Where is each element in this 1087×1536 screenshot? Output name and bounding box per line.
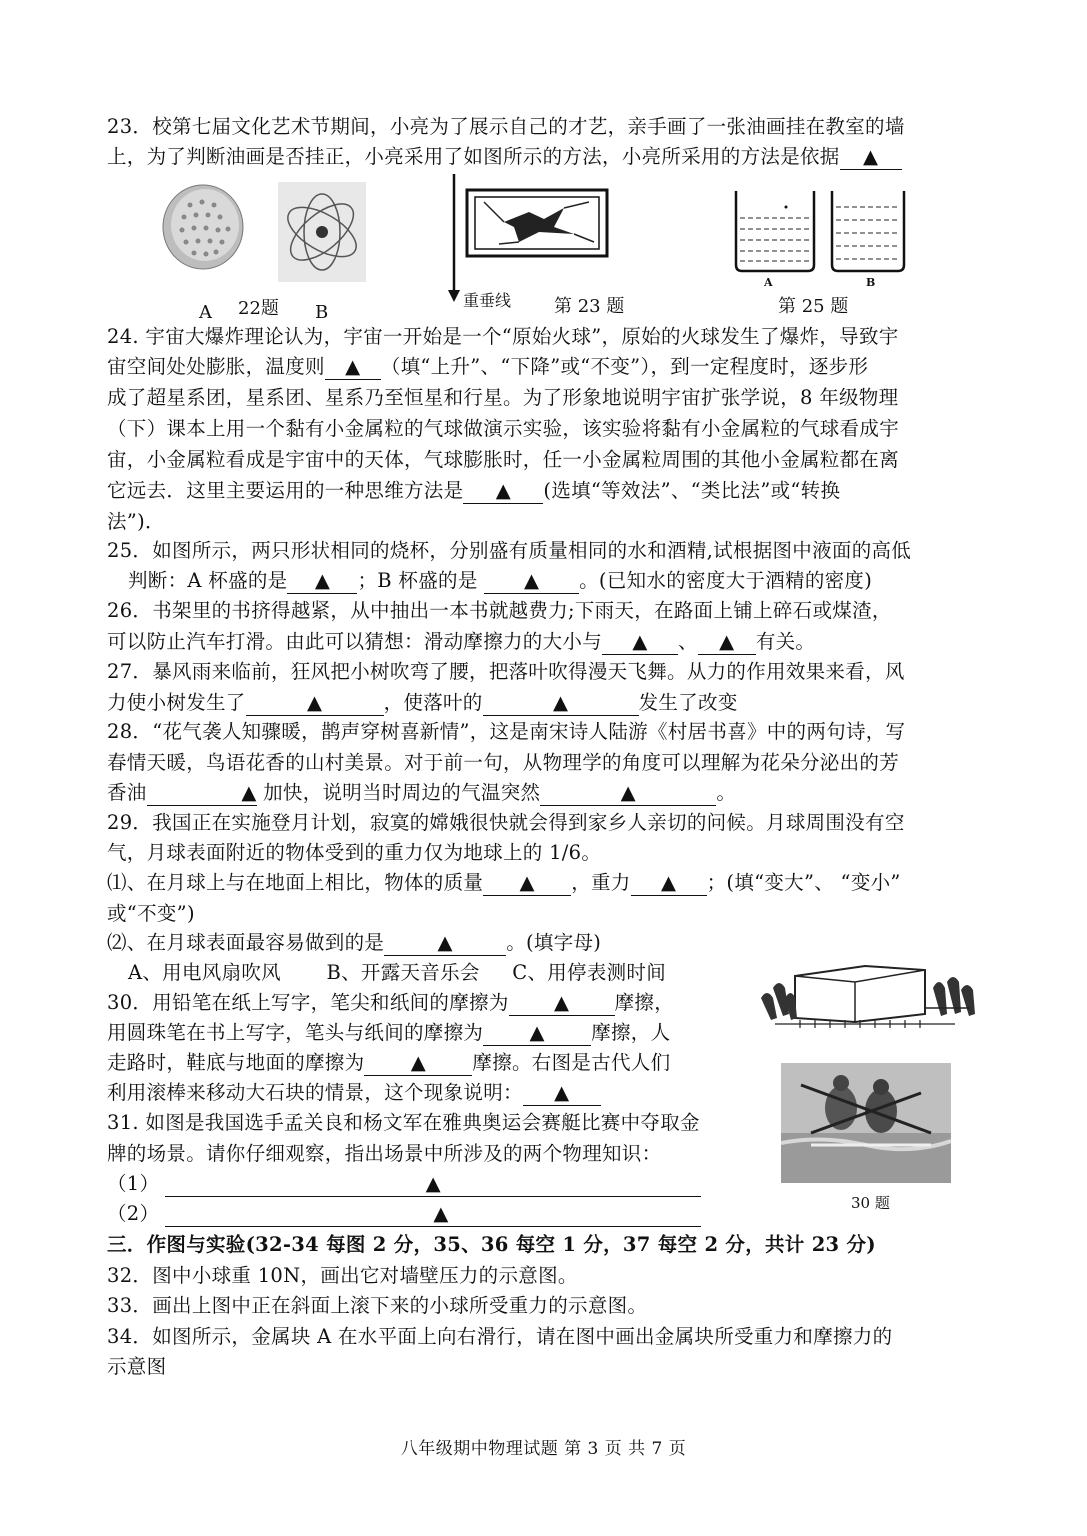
q29-line3 xyxy=(107,869,901,897)
q28-line3-b: 加快，说明当时周边的气温突然 xyxy=(256,781,541,804)
beaker-a xyxy=(736,191,814,271)
figure-label-b: B xyxy=(315,302,329,323)
q24-line7: 法”)． xyxy=(107,510,165,533)
q31-answer1 xyxy=(107,1170,701,1198)
q25-line2-a: 判断：A 杯盛的是 xyxy=(128,569,288,592)
q27-line1: 27．暴风雨来临前，狂风把小树吹弯了腰，把落叶吹得漫天飞舞。从力的作用效果来看，风 xyxy=(107,660,905,683)
q25-line2 xyxy=(128,567,872,595)
q28-line3-c: 。 xyxy=(716,781,737,804)
q24-blank1: ▲ xyxy=(325,355,381,380)
q26-line1: 26．书架里的书挤得越紧，从中抽出一本书就越费力;下雨天，在路面上铺上碎石或煤渣， xyxy=(107,599,892,622)
q30-blank3: ▲ xyxy=(364,1051,472,1076)
q24-line6-a: 它远去．这里主要运用的一种思维方法是 xyxy=(107,479,464,502)
q24-line2 xyxy=(107,353,868,381)
q30-line2-a: 用圆珠笔在书上写字，笔头与纸间的摩擦为 xyxy=(107,1021,484,1044)
q26-line2-a: 可以防止汽车打滑。由此可以猜想：滑动摩擦力的大小与 xyxy=(107,630,603,653)
q25-line2-c: 。(已知水的密度大于酒精的密度) xyxy=(579,569,873,592)
q28-blank2: ▲ xyxy=(540,781,716,806)
q30-caption: 30 题 xyxy=(851,1194,890,1212)
q29-line1: 29．我国正在实施登月计划，寂寞的嫦娥很快就会得到家乡人亲切的问候。月球周围没有空 xyxy=(107,811,905,834)
q28-line3-a: 香油 xyxy=(107,781,147,804)
q27-line2-c: 发生了改变 xyxy=(638,691,738,714)
q23-line2 xyxy=(107,143,902,171)
q30-line3-b: 摩擦。右图是古代人们 xyxy=(472,1051,671,1074)
q29-line5-b: 。(填字母) xyxy=(506,931,602,954)
q30-line2 xyxy=(107,1019,670,1047)
q30-line3 xyxy=(107,1049,670,1077)
q30-line2-b: 摩擦，人 xyxy=(591,1021,671,1044)
q30-line1 xyxy=(107,989,674,1017)
figure-22-caption: 22题 xyxy=(238,298,279,319)
q27-line2-b: ，使落叶的 xyxy=(383,691,483,714)
q30-line1-a: 30．用铅笔在纸上写字，笔尖和纸间的摩擦为 xyxy=(107,991,509,1014)
atom-model-image xyxy=(278,182,366,282)
q32-text: 32．图中小球重 10N，画出它对墙壁压力的示意图。 xyxy=(107,1264,578,1287)
q26-blank1: ▲ xyxy=(602,630,678,655)
q31-line2: 牌的场景。请你仔细观察，指出场景中所涉及的两个物理知识： xyxy=(107,1142,662,1165)
rowing-image xyxy=(781,1063,951,1183)
q26-line2-c: 有关。 xyxy=(755,630,816,653)
plumb-bob-icon xyxy=(448,290,460,302)
beaker-b xyxy=(832,191,904,271)
q29-options: A、用电风扇吹风 B、开露天音乐会 C、用停表测时间 xyxy=(128,961,667,984)
q26-line2 xyxy=(107,628,815,656)
q33-text: 33．画出上图中正在斜面上滚下来的小球所受重力的示意图。 xyxy=(107,1294,648,1317)
q29-line3-b: ，重力 xyxy=(571,871,631,894)
figure-22-images xyxy=(160,180,370,285)
q25-blank-a: ▲ xyxy=(287,569,357,594)
q29-line3-c: ；(填“变大”、 “变小” xyxy=(706,871,901,894)
beaker-b-label: B xyxy=(866,276,876,289)
q24-line6 xyxy=(107,477,840,505)
figure-25-beakers xyxy=(728,185,908,285)
q34-line2: 示意图 xyxy=(107,1355,167,1378)
q31-blank2 xyxy=(165,1202,701,1227)
q31-num2: （2） xyxy=(107,1202,160,1225)
q25-line1: 25．如图所示，两只形状相同的烧杯，分别盛有质量相同的水和酒精,试根据图中液面的高低 xyxy=(107,539,912,562)
q29-line4: 或“不变”) xyxy=(107,902,195,925)
q28-line2: 春情天暖，鸟语花香的山村美景。对于前一句，从物理学的角度可以理解为花朵分泌出的芳 xyxy=(107,751,900,774)
figure-23-caption: 第 23 题 xyxy=(554,296,625,317)
q29-blank-mass: ▲ xyxy=(483,871,571,896)
q27-blank1: ▲ xyxy=(246,691,384,716)
q23-line1: 23．校第七届文化艺术节期间，小亮为了展示自己的才艺，亲手画了一张油画挂在教室的墙 xyxy=(107,115,905,138)
q28-line3 xyxy=(107,779,736,807)
q31-blank2-mark: ▲ xyxy=(433,1202,449,1225)
q30-line4 xyxy=(107,1079,601,1107)
rolling-stone-image xyxy=(755,958,987,1056)
q26-blank2: ▲ xyxy=(698,630,756,655)
q24-blank2: ▲ xyxy=(463,479,543,504)
page-footer: 八年级期中物理试题 第 3 页 共 7 页 xyxy=(400,1439,687,1459)
q27-line2 xyxy=(107,689,738,717)
q24-line5: 宙，小金属粒看成是宇宙中的天体，气球膨胀时，任一小金属粒周围的其他小金属粒都在离 xyxy=(107,448,900,471)
q27-blank2: ▲ xyxy=(483,691,639,716)
beaker-a-label: A xyxy=(764,276,773,289)
q28-line1: 28．“花气袭人知骤暖，鹊声穿树喜新情”，这是南宋诗人陆游《村居书喜》中的两句诗，写 xyxy=(107,720,906,743)
q31-blank1: ▲ xyxy=(165,1172,701,1197)
q29-line3-a: ⑴、在月球上与在地面上相比，物体的质量 xyxy=(107,871,484,894)
q31-num1: （1） xyxy=(107,1172,160,1195)
plumb-line-label: 重垂线 xyxy=(463,291,512,310)
q34-line1: 34．如图所示，金属块 A 在水平面上向右滑行，请在图中画出金属块所受重力和摩擦力的 xyxy=(107,1325,893,1348)
q27-line2-a: 力使小树发生了 xyxy=(107,691,246,714)
q31-answer2 xyxy=(107,1200,701,1228)
q25-line2-b: ；B 杯盛的是 xyxy=(357,569,485,592)
q30-line1-b: 摩擦， xyxy=(614,991,675,1014)
q28-blank1: ▲ xyxy=(147,781,257,806)
section3-title: 三．作图与实验(32-34 每图 2 分，35、36 每空 1 分，37 每空 2 分，共计 23 分) xyxy=(107,1233,876,1256)
q24-line4: （下）课本上用一个黏有小金属粒的气球做演示实验，该实验将黏有小金属粒的气球看成宇 xyxy=(107,417,900,440)
figure-23-painting xyxy=(444,172,614,307)
q24-line6-b: (选填“等效法”、“类比法”或“转换 xyxy=(543,479,841,502)
q31-line1: 31. 如图是我国选手孟关良和杨文军在雅典奥运会赛艇比赛中夺取金 xyxy=(107,1111,700,1134)
q24-line2-b: （填“上升”、“下降”或“不变”），到一定程度时，逐步形 xyxy=(380,355,869,378)
q23-blank: ▲ xyxy=(840,145,902,170)
q29-line2: 气，月球表面附近的物体受到的重力仅为地球上的 1/6。 xyxy=(107,841,602,864)
q30-line3-a: 走路时，鞋底与地面的摩擦为 xyxy=(107,1051,365,1074)
q29-line5-a: ⑵、在月球表面最容易做到的是 xyxy=(107,931,385,954)
q23-line2-text: 上，为了判断油画是否挂正，小亮采用了如图所示的方法，小亮所采用的方法是依据 xyxy=(107,145,840,168)
q30-blank4: ▲ xyxy=(523,1081,601,1106)
q25-blank-b: ▲ xyxy=(484,569,579,594)
q30-blank2: ▲ xyxy=(483,1021,591,1046)
shower-head-image xyxy=(163,185,243,269)
figure-label-a: A xyxy=(199,302,212,323)
q24-line2-a: 宙空间处处膨胀，温度则 xyxy=(107,355,325,378)
q29-blank-gravity: ▲ xyxy=(631,871,707,896)
q30-line4-a: 利用滚棒来移动大石块的情景，这个现象说明： xyxy=(107,1081,523,1104)
q30-blank1: ▲ xyxy=(509,991,615,1016)
q29-line5 xyxy=(107,929,601,957)
q29-blank-choice: ▲ xyxy=(384,931,506,956)
figure-25-caption: 第 25 题 xyxy=(778,296,849,317)
q24-line3: 成了超星系团，星系团、星系乃至恒星和行星。为了形象地说明宇宙扩张学说，8 年级物理 xyxy=(107,386,899,409)
q26-line2-b: 、 xyxy=(678,630,698,653)
q24-line1: 24. 宇宙大爆炸理论认为，宇宙一开始是一个“原始火球”，原始的火球发生了爆炸，导致宇 xyxy=(107,325,899,348)
